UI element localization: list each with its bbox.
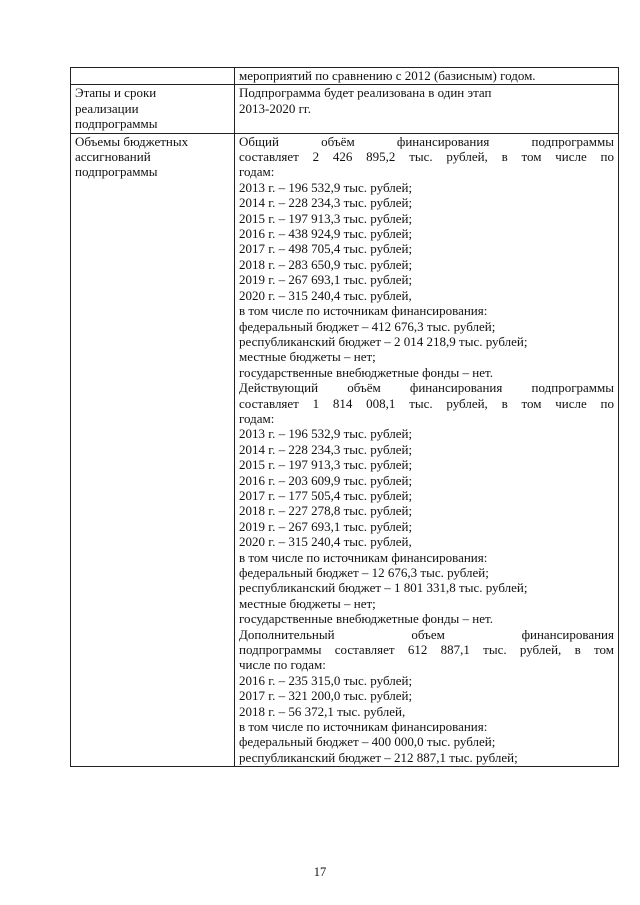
table-row xyxy=(71,133,619,767)
content-line: 2013 г. – 196 532,9 тыс. рублей; xyxy=(239,179,413,195)
content-line: в том числе по источникам финансирования: xyxy=(239,303,488,319)
content-line: 2015 г. – 197 913,3 тыс. рублей; xyxy=(239,210,413,226)
content-line: 2019 г. – 267 693,1 тыс. рублей; xyxy=(239,272,413,288)
content-line: 2017 г. – 321 200,0 тыс. рублей; xyxy=(239,688,413,704)
content-line: Общий объём финансирования подпрограммы xyxy=(239,133,614,149)
content-line: числе по годам: xyxy=(239,657,326,673)
label-line: подпрограммы xyxy=(75,116,158,132)
content-line: республиканский бюджет – 1 801 331,8 тыс. рублей; xyxy=(239,580,528,596)
row-content-cell xyxy=(235,133,619,767)
content-line: мероприятий по сравнению с 2012 (базисным) годом. xyxy=(239,68,536,83)
content-line: 2014 г. – 228 234,3 тыс. рублей; xyxy=(239,195,413,211)
content-line: 2018 г. – 227 278,8 тыс. рублей; xyxy=(239,503,413,519)
content-line: 2020 г. – 315 240,4 тыс. рублей, xyxy=(239,287,412,303)
content-line: составляет 2 426 895,2 тыс. рублей, в том числе по xyxy=(239,149,614,165)
content-line: федеральный бюджет – 412 676,3 тыс. рублей; xyxy=(239,318,496,334)
row-label-cell xyxy=(71,133,235,767)
content-line: местные бюджеты – нет; xyxy=(239,349,376,365)
content-line: в том числе по источникам финансирования: xyxy=(239,549,488,565)
content-line: 2020 г. – 315 240,4 тыс. рублей, xyxy=(239,534,412,550)
content-line: подпрограммы составляет 612 887,1 тыс. рублей, в том xyxy=(239,642,614,658)
content-line: Действующий объём финансирования подпрограммы xyxy=(239,380,614,396)
table-row xyxy=(71,85,619,133)
content-line: федеральный бюджет – 400 000,0 тыс. рублей; xyxy=(239,734,496,750)
content-line: 2017 г. – 498 705,4 тыс. рублей; xyxy=(239,241,413,257)
label-line xyxy=(75,68,230,83)
label-line: реализации xyxy=(75,100,139,116)
content-line: составляет 1 814 008,1 тыс. рублей, в том числе по xyxy=(239,395,614,411)
content-line: 2018 г. – 56 372,1 тыс. рублей, xyxy=(239,703,406,719)
label-line: ассигнований xyxy=(75,149,151,165)
row-label-cell xyxy=(71,68,235,85)
content-line: 2013-2020 гг. xyxy=(239,100,312,116)
content-line: 2018 г. – 283 650,9 тыс. рублей; xyxy=(239,256,413,272)
row-content-cell xyxy=(235,68,619,85)
content-line: федеральный бюджет – 12 676,3 тыс. рублей; xyxy=(239,565,489,580)
row-content-cell xyxy=(235,85,619,133)
content-line: 2019 г. – 267 693,1 тыс. рублей; xyxy=(239,518,413,534)
content-line: годам: xyxy=(239,164,275,180)
content-line: 2014 г. – 228 234,3 тыс. рублей; xyxy=(239,441,413,457)
content-line: государственные внебюджетные фонды – нет. xyxy=(239,611,493,627)
content-line: 2015 г. – 197 913,3 тыс. рублей; xyxy=(239,457,413,473)
content-line: 2016 г. – 235 315,0 тыс. рублей; xyxy=(239,672,413,688)
content-line: республиканский бюджет – 212 887,1 тыс. рублей; xyxy=(239,749,518,765)
content-line: местные бюджеты – нет; xyxy=(239,595,376,611)
row-label-cell xyxy=(71,85,235,133)
content-line: 2013 г. – 196 532,9 тыс. рублей; xyxy=(239,426,413,442)
content-line: государственные внебюджетные фонды – нет. xyxy=(239,364,493,380)
content-line: годам: xyxy=(239,410,275,426)
label-line: Объемы бюджетных xyxy=(75,133,189,149)
content-line: 2017 г. – 177 505,4 тыс. рублей; xyxy=(239,487,413,503)
content-line: 2016 г. – 203 609,9 тыс. рублей; xyxy=(239,472,413,488)
label-line: Этапы и сроки xyxy=(75,85,157,101)
content-line: 2016 г. – 438 924,9 тыс. рублей; xyxy=(239,226,413,242)
content-line: в том числе по источникам финансирования: xyxy=(239,719,488,735)
content-line: Подпрограмма будет реализована в один этап xyxy=(239,85,492,101)
content-line: Дополнительный объем финансирования xyxy=(239,626,614,642)
label-line: подпрограммы xyxy=(75,164,158,180)
content-line: республиканский бюджет – 2 014 218,9 тыс. рублей; xyxy=(239,333,528,349)
table-row xyxy=(71,68,619,85)
subprogram-passport-table xyxy=(70,67,619,767)
page-number: 17 xyxy=(313,865,327,879)
